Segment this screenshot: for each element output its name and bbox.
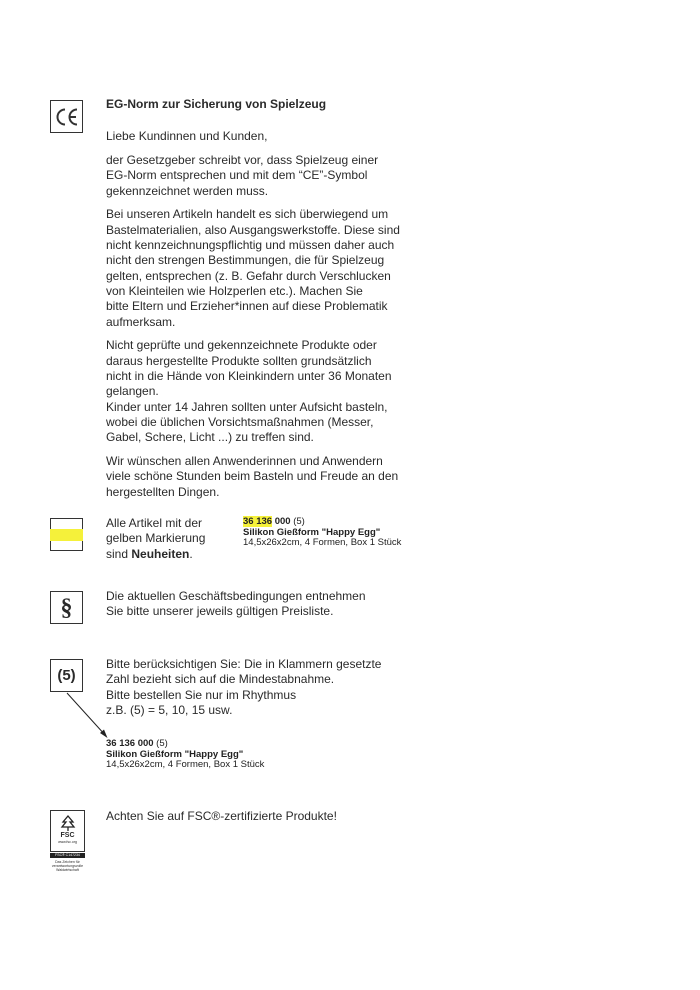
article-number-highlighted: 36 136 <box>243 516 273 527</box>
text-line: gelten, entsprechen (z. B. Gefahr durch Verschlucken <box>106 268 391 283</box>
ce-paragraph-3 <box>106 338 400 445</box>
fsc-logo-code: FSC® C147234 <box>50 853 85 858</box>
text-line: z.B. (5) = 5, 10, 15 usw. <box>106 702 233 717</box>
product-details: 14,5x26x2cm, 4 Formen, Box 1 Stück <box>243 537 402 548</box>
article-number <box>243 516 305 527</box>
text-line: Sie bitte unserer jeweils gültigen Preisliste. <box>106 604 334 619</box>
article-number <box>106 738 168 749</box>
ce-text-block <box>106 97 400 508</box>
text-line: Die aktuellen Geschäftsbedingungen entnehmen <box>106 589 366 603</box>
product-name: Silikon Gießform "Happy Egg" <box>243 526 381 538</box>
ce-paragraph-4 <box>106 454 400 500</box>
quantity-text <box>106 657 381 718</box>
yellow-highlight-swatch <box>50 529 83 541</box>
min-quantity: (5) <box>290 516 305 527</box>
text-line: Kinder unter 14 Jahren sollten unter Aufsicht basteln, <box>106 399 388 414</box>
caption-line: Das Zeichen für <box>55 860 80 864</box>
caption-line: Waldwirtschaft <box>56 868 79 872</box>
text-fragment: sind <box>106 546 132 561</box>
ce-heading: EG-Norm zur Sicherung von Spielzeug <box>106 97 327 111</box>
example-product-quantity <box>106 739 264 771</box>
text-line: Gabel, Schere, Licht ...) zu treffen sind. <box>106 430 314 445</box>
article-number-value: 36 136 000 <box>106 738 154 749</box>
tree-check-icon <box>58 814 78 832</box>
text-line: nicht den strengen Bestimmungen, die für Spielzeug <box>106 253 385 268</box>
paragraph-sign-glyph: § <box>60 594 73 621</box>
text-line: Bitte bestellen Sie nur im Rhythmus <box>106 687 297 702</box>
example-product-new <box>243 517 401 549</box>
text-line: Alle Artikel mit der <box>106 516 203 530</box>
fsc-logo-icon <box>50 810 85 870</box>
text-line: gelben Markierung <box>106 531 206 546</box>
text-line: von Kleinteilen wie Holzperlen etc.). Machen Sie <box>106 283 363 298</box>
greeting: Liebe Kundinnen und Kunden, <box>106 129 268 144</box>
new-items-text <box>106 516 205 562</box>
fsc-logo-frame <box>50 810 85 852</box>
text-line: Nicht geprüfte und gekennzeichnete Produkte oder <box>106 338 377 353</box>
article-number-rest: 000 <box>272 516 291 527</box>
text-line: EG-Norm entsprechen und mit dem “CE”-Symbol <box>106 168 368 183</box>
ce-paragraph-2 <box>106 207 400 329</box>
text-line: nicht kennzeichnungspflichtig und müssen daher auch <box>106 238 395 253</box>
text-line: Bastelmaterialien, also Ausgangswerkstoffe. Diese sind <box>106 222 400 237</box>
text-line: gelangen. <box>106 384 159 399</box>
text-line: gekennzeichnet werden muss. <box>106 183 269 198</box>
terms-text <box>106 589 366 620</box>
fsc-text <box>106 809 337 824</box>
fsc-logo-url: www.fsc.org <box>58 840 77 844</box>
text-line: Achten Sie auf FSC®-zertifizierte Produkte! <box>106 809 337 823</box>
text-fragment: . <box>189 546 193 561</box>
text-line: bitte Eltern und Erzieher*innen auf diese Problematik <box>106 299 388 314</box>
ce-paragraph-1 <box>106 153 400 199</box>
fsc-logo-caption <box>50 860 85 872</box>
text-line: Wir wünschen allen Anwenderinnen und Anwendern <box>106 453 383 468</box>
text-line: Bei unseren Artikeln handelt es sich überwiegend um <box>106 207 389 222</box>
fsc-logo-text: FSC <box>60 832 75 839</box>
paragraph-sign-icon <box>50 591 83 624</box>
text-line: der Gesetzgeber schreibt vor, dass Spielzeug einer <box>106 153 379 168</box>
ce-icon <box>50 100 83 133</box>
text-line: nicht in die Hände von Kleinkindern unter 36 Monaten <box>106 368 392 383</box>
text-line: viele schöne Stunden beim Basteln und Freude an den <box>106 469 399 484</box>
text-line: hergestellten Dingen. <box>106 484 220 499</box>
text-line: aufmerksam. <box>106 314 176 329</box>
text-line <box>106 547 205 562</box>
product-name: Silikon Gießform "Happy Egg" <box>106 748 244 760</box>
min-quantity: (5) <box>153 738 168 749</box>
product-details: 14,5x26x2cm, 4 Formen, Box 1 Stück <box>106 759 265 770</box>
caption-line: verantwortungsvolle <box>51 864 84 868</box>
text-line: wobei die üblichen Vorsichtsmaßnahmen (Messer, <box>106 414 374 429</box>
text-line: Bitte berücksichtigen Sie: Die in Klammern gesetzte <box>106 657 382 671</box>
text-line: daraus hergestellte Produkte sollten grundsätzlich <box>106 353 372 368</box>
min-quantity-icon <box>50 659 83 692</box>
min-quantity-glyph: (5) <box>57 667 76 684</box>
new-items-keyword: Neuheiten <box>131 546 190 561</box>
text-line: Zahl bezieht sich auf die Mindestabnahme. <box>106 672 335 687</box>
